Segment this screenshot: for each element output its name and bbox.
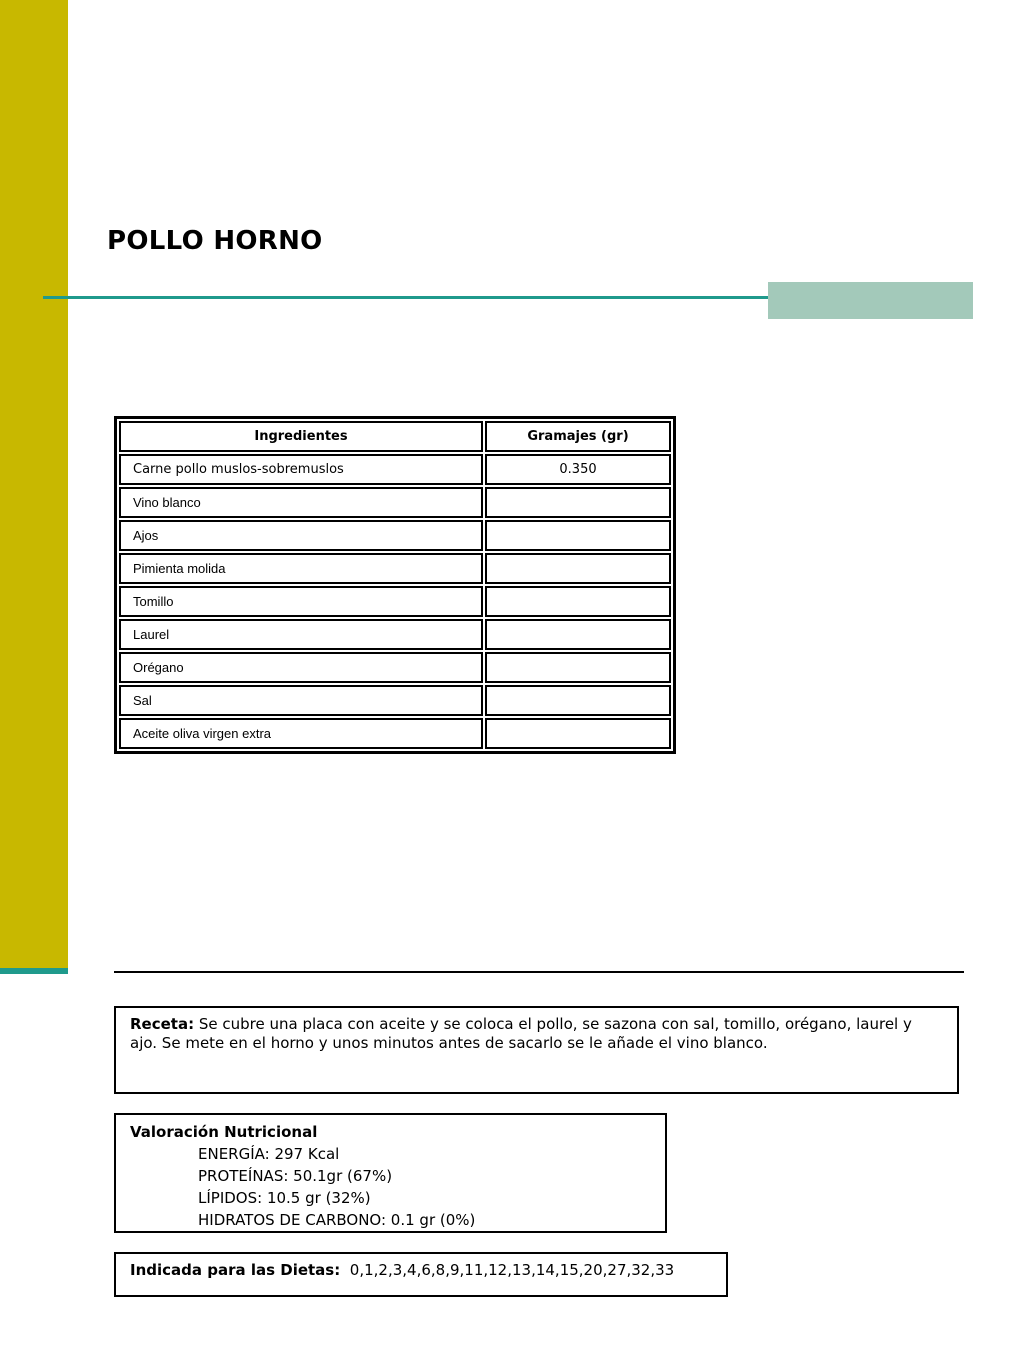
table-row (119, 619, 671, 650)
grams-cell (485, 487, 671, 518)
nutrition-energy: ENERGÍA: 297 Kcal (198, 1145, 340, 1163)
table-row (119, 718, 671, 749)
grams-cell (485, 553, 671, 584)
grams-cell (485, 586, 671, 617)
grams-cell (485, 718, 671, 749)
nutrition-label: Valoración Nutricional (130, 1123, 318, 1141)
recipe-label: Receta: (130, 1015, 195, 1033)
ingredient-cell: Pimienta molida (119, 553, 483, 584)
header-grams: Gramajes (gr) (485, 421, 671, 452)
table-row (119, 553, 671, 584)
ingredient-cell: Tomillo (119, 586, 483, 617)
grams-cell (485, 685, 671, 716)
ingredient-cell: Sal (119, 685, 483, 716)
ingredient-cell: Orégano (119, 652, 483, 683)
table-row (119, 685, 671, 716)
grams-cell (485, 619, 671, 650)
table-header-row (119, 421, 671, 452)
side-bar-accent (0, 968, 68, 974)
recipe-box (114, 1006, 959, 1094)
recipe-text: Se cubre una placa con aceite y se coloca el pollo, se sazona con sal, tomillo, orégano, laurel y ajo. Se mete en el horno y unos minutos antes de sacarlo se le añade el vino blanco. (130, 1015, 912, 1052)
grams-cell (485, 652, 671, 683)
diets-box (114, 1252, 728, 1297)
table-row (119, 520, 671, 551)
diets-value: 0,1,2,3,4,6,8,9,11,12,13,14,15,20,27,32,33 (349, 1261, 675, 1279)
ingredient-cell: Aceite oliva virgen extra (119, 718, 483, 749)
grams-cell (485, 520, 671, 551)
table-row (119, 586, 671, 617)
ingredients-table (114, 416, 676, 754)
grams-cell: 0.350 (485, 454, 671, 485)
ingredient-cell: Carne pollo muslos-sobremuslos (119, 454, 483, 485)
section-divider (114, 971, 964, 973)
diets-label: Indicada para las Dietas: (130, 1261, 341, 1279)
ingredient-cell: Ajos (119, 520, 483, 551)
side-bar-decoration (0, 0, 68, 968)
nutrition-box (114, 1113, 667, 1233)
table-row (119, 652, 671, 683)
nutrition-carbs: HIDRATOS DE CARBONO: 0.1 gr (0%) (198, 1211, 476, 1229)
header-ingredients: Ingredientes (119, 421, 483, 452)
ingredient-cell: Vino blanco (119, 487, 483, 518)
ingredient-cell: Laurel (119, 619, 483, 650)
nutrition-proteins: PROTEÍNAS: 50.1gr (67%) (198, 1167, 393, 1185)
title-accent-block (768, 282, 973, 319)
table-row (119, 454, 671, 485)
table-row (119, 487, 671, 518)
page-title: POLLO HORNO (107, 226, 323, 256)
nutrition-lipids: LÍPIDOS: 10.5 gr (32%) (198, 1189, 371, 1207)
